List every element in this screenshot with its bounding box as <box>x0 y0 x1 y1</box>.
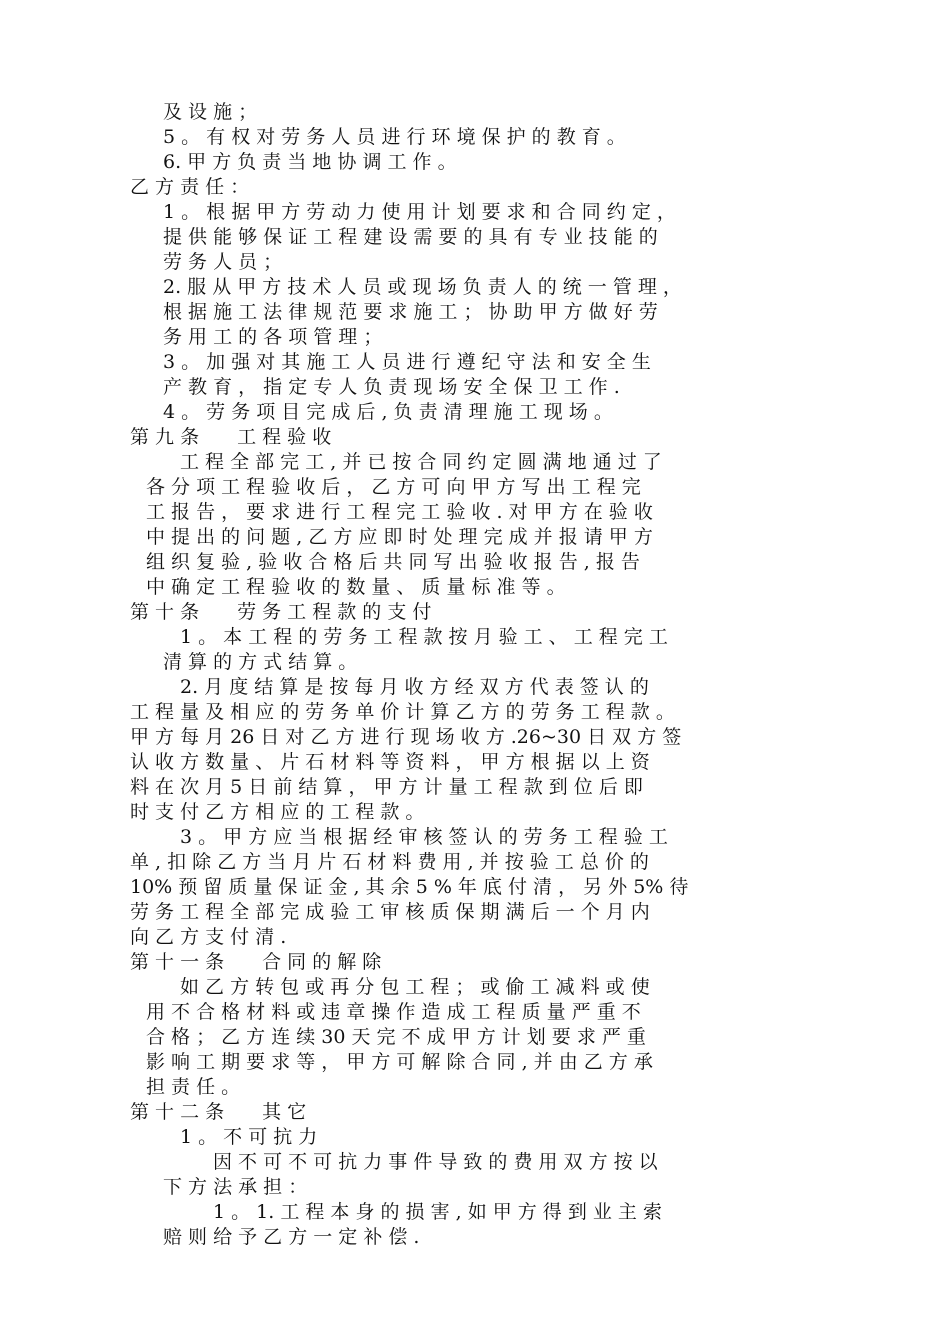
text-line: 2. 服 从 甲 方 技 术 人 员 或 现 场 负 责 人 的 统 一 管 理 ， <box>163 276 682 298</box>
text-line: 中 确 定 工 程 验 收 的 数 量 、 质 量 标 准 等 。 <box>146 576 566 598</box>
text-line: 5 。 有 权 对 劳 务 人 员 进 行 环 境 保 护 的 教 育 。 <box>163 126 626 148</box>
text-line: 影 响 工 期 要 求 等 ， 甲 方 可 解 除 合 同 , 并 由 乙 方 承 <box>146 1051 653 1073</box>
text-line: 根 据 施 工 法 律 规 范 要 求 施 工 ； 协 助 甲 方 做 好 劳 <box>163 301 658 323</box>
article-heading: 第 十 一 条 合 同 的 解 除 <box>130 951 382 973</box>
text-line: 1 。 不 可 抗 力 <box>180 1126 318 1148</box>
text-line: 认 收 方 数 量 、 片 石 材 料 等 资 料 ， 甲 方 根 据 以 上 资 <box>130 751 650 773</box>
text-line: 向 乙 方 支 付 清 . <box>130 926 287 948</box>
article-heading: 第 十 条 劳 务 工 程 款 的 支 付 <box>130 601 432 623</box>
text-line: 清 算 的 方 式 结 算 。 <box>163 651 358 673</box>
text-line: 产 教 育 ， 指 定 专 人 负 责 现 场 安 全 保 卫 工 作 . <box>163 376 620 398</box>
text-line: 4 。 劳 务 项 目 完 成 后 , 负 责 清 理 施 工 现 场 。 <box>163 401 613 423</box>
text-line: 务 用 工 的 各 项 管 理 ； <box>163 326 383 348</box>
text-line: 时 支 付 乙 方 相 应 的 工 程 款 。 <box>130 801 425 823</box>
text-line: 劳 务 人 员 ； <box>163 251 283 273</box>
text-line: 如 乙 方 转 包 或 再 分 包 工 程 ； 或 偷 工 减 料 或 使 <box>180 976 650 998</box>
text-line: 组 织 复 验 , 验 收 合 格 后 共 同 写 出 验 收 报 告 , 报 告 <box>146 551 640 573</box>
text-line: 劳 务 工 程 全 部 完 成 验 工 审 核 质 保 期 满 后 一 个 月 内 <box>130 901 650 923</box>
text-line: 工 程 全 部 完 工 , 并 已 按 合 同 约 定 圆 满 地 通 过 了 <box>180 451 662 473</box>
text-line: 工 程 量 及 相 应 的 劳 务 单 价 计 算 乙 方 的 劳 务 工 程 款 。 <box>130 701 675 723</box>
text-line: 10% 预 留 质 量 保 证 金 , 其 余 5 % 年 底 付 清 ， 另 外 5% 待 <box>130 876 689 898</box>
text-line: 工 报 告 ， 要 求 进 行 工 程 完 工 验 收 . 对 甲 方 在 验 收 <box>146 501 653 523</box>
text-line: 1 。 本 工 程 的 劳 务 工 程 款 按 月 验 工 、 工 程 完 工 <box>180 626 668 648</box>
text-line: 料 在 次 月 5 日 前 结 算 ， 甲 方 计 量 工 程 款 到 位 后 即 <box>130 776 643 798</box>
text-line: 3 。 加 强 对 其 施 工 人 员 进 行 遵 纪 守 法 和 安 全 生 <box>163 351 651 373</box>
text-line: 提 供 能 够 保 证 工 程 建 设 需 要 的 具 有 专 业 技 能 的 <box>163 226 658 248</box>
text-line: 1 。 根 据 甲 方 劳 动 力 使 用 计 划 要 求 和 合 同 约 定 ， <box>163 201 676 223</box>
text-line: 合 格 ； 乙 方 连 续 30 天 完 不 成 甲 方 计 划 要 求 严 重 <box>146 1026 646 1048</box>
text-line: 因 不 可 不 可 抗 力 事 件 导 致 的 费 用 双 方 按 以 <box>213 1151 658 1173</box>
text-line: 2. 月 度 结 算 是 按 每 月 收 方 经 双 方 代 表 签 认 的 <box>180 676 649 698</box>
text-line: 3 。 甲 方 应 当 根 据 经 审 核 签 认 的 劳 务 工 程 验 工 <box>180 826 668 848</box>
text-line: 中 提 出 的 问 题 , 乙 方 应 即 时 处 理 完 成 并 报 请 甲 方 <box>146 526 653 548</box>
text-line: 1 。 1. 工 程 本 身 的 损 害 , 如 甲 方 得 到 业 主 索 <box>213 1201 662 1223</box>
text-line: 赔 则 给 予 乙 方 一 定 补 偿 . <box>163 1226 420 1248</box>
text-line: 下 方 法 承 担 ： <box>163 1176 308 1198</box>
text-line: 各 分 项 工 程 验 收 后 ， 乙 方 可 向 甲 方 写 出 工 程 完 <box>146 476 641 498</box>
text-line: 担 责 任 。 <box>146 1076 241 1098</box>
text-line: 单 , 扣 除 乙 方 当 月 片 石 材 料 费 用 , 并 按 验 工 总 价 的 <box>130 851 649 873</box>
text-line: 6. 甲 方 负 责 当 地 协 调 工 作 。 <box>163 151 457 173</box>
text-line: 及 设 施 ； <box>163 101 258 123</box>
section-heading: 乙 方 责 任 ： <box>130 176 250 198</box>
article-heading: 第 十 二 条 其 它 <box>130 1101 307 1123</box>
article-heading: 第 九 条 工 程 验 收 <box>130 426 332 448</box>
text-line: 用 不 合 格 材 料 或 违 章 操 作 造 成 工 程 质 量 严 重 不 <box>146 1001 641 1023</box>
text-line: 甲 方 每 月 26 日 对 乙 方 进 行 现 场 收 方 .26~30 日 双 方 签 <box>130 726 682 748</box>
